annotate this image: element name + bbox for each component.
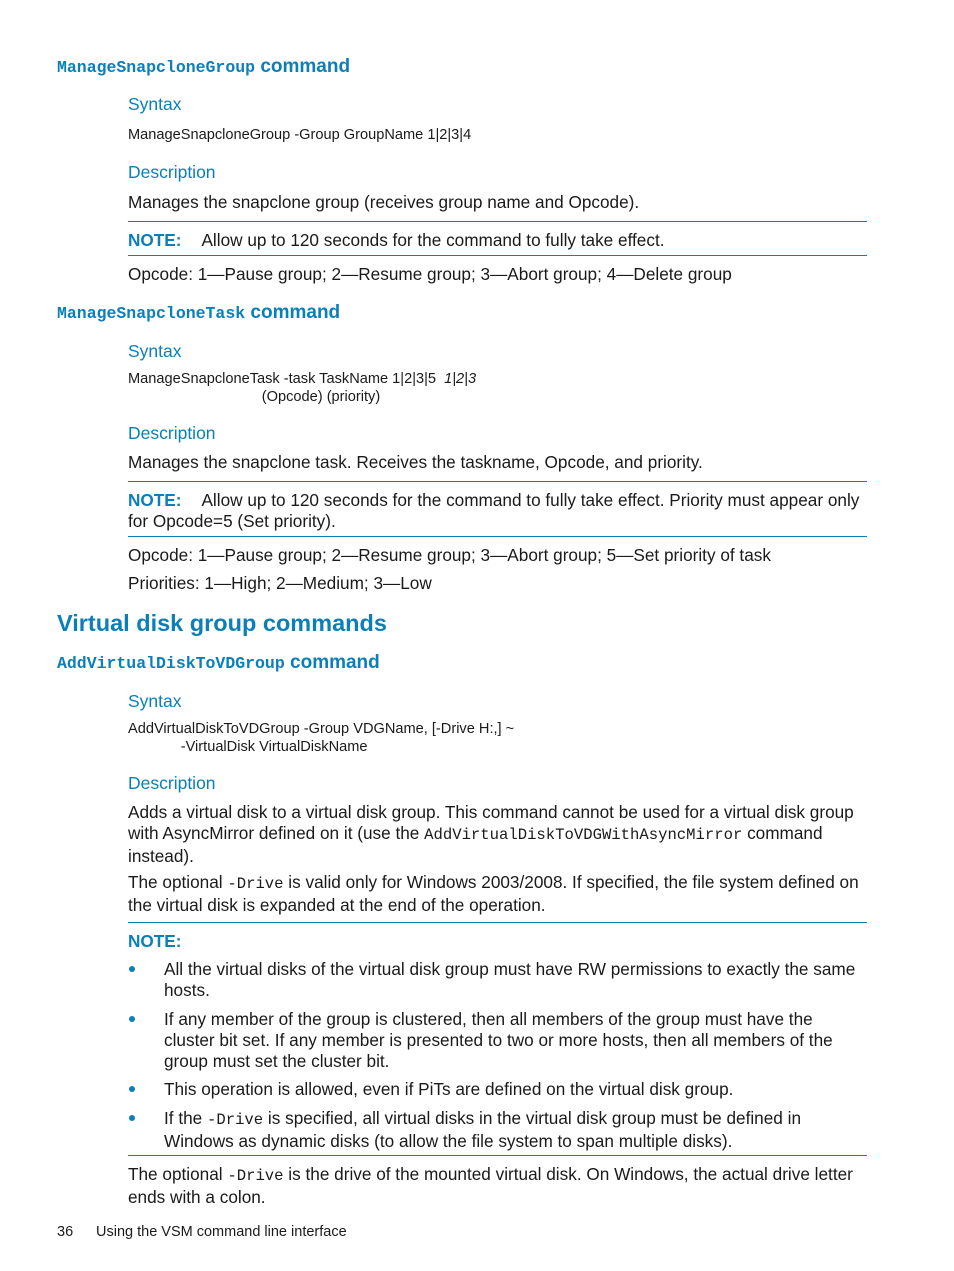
bullet-dot bbox=[129, 966, 135, 972]
syntax-code: ManageSnapcloneGroup -Group GroupName 1|2|3|4 bbox=[128, 127, 472, 143]
inline-option: -Drive bbox=[227, 1167, 284, 1185]
text-part: The optional bbox=[128, 1164, 228, 1184]
inline-option: -Drive bbox=[207, 1111, 264, 1129]
note-bullet bbox=[164, 1108, 868, 1152]
final-drive-text bbox=[128, 1164, 868, 1208]
section-title: Virtual disk group commands bbox=[57, 610, 387, 636]
text-part: If the bbox=[164, 1108, 207, 1128]
syntax-code-line2: -VirtualDisk VirtualDiskName bbox=[128, 739, 368, 755]
note-label bbox=[128, 931, 181, 952]
command-heading-managesnapclonegroup bbox=[57, 56, 350, 79]
footer-chapter-title: Using the VSM command line interface bbox=[96, 1224, 347, 1240]
text-part: is specified, all virtual disks in the virtual disk group must be defined in Windows as dynamic disks (to allow the file system to span multiple disks). bbox=[164, 1108, 802, 1151]
description-heading: Description bbox=[128, 162, 216, 182]
opcode-text: Opcode: 1—Pause group; 2—Resume group; 3—Abort group; 5—Set priority of task bbox=[128, 545, 771, 565]
description-text: Manages the snapclone group (receives group name and Opcode). bbox=[128, 192, 640, 212]
priorities-text: Priorities: 1—High; 2—Medium; 3—Low bbox=[128, 573, 432, 593]
command-heading-addvirtualdisktovdgroup bbox=[57, 652, 380, 675]
note-rule-bottom bbox=[128, 255, 867, 256]
text-part: is the drive of the mounted virtual disk. On Windows, the actual drive letter ends with a colon. bbox=[128, 1164, 853, 1207]
syntax-code-line1 bbox=[128, 370, 476, 388]
note-text: Allow up to 120 seconds for the command to fully take effect. bbox=[201, 230, 665, 250]
text-part: The optional bbox=[128, 872, 228, 892]
page-number: 36 bbox=[57, 1224, 74, 1240]
command-suffix: command bbox=[245, 302, 341, 323]
command-name: ManageSnapcloneTask bbox=[57, 304, 246, 323]
description-heading: Description bbox=[128, 773, 216, 793]
command-name: ManageSnapcloneGroup bbox=[57, 58, 256, 77]
opcode-text: Opcode: 1—Pause group; 2—Resume group; 3—Abort group; 4—Delete group bbox=[128, 264, 732, 284]
syntax-heading: Syntax bbox=[128, 94, 182, 114]
note-rule-top bbox=[128, 221, 867, 222]
command-suffix: command bbox=[284, 652, 380, 673]
note-rule-bottom bbox=[128, 1155, 867, 1156]
bullet-dot bbox=[129, 1016, 135, 1022]
bullet-dot bbox=[129, 1086, 135, 1092]
note bbox=[128, 490, 867, 532]
note-bullet: If any member of the group is clustered, then all members of the group must have the cluster bit set. If any member is presented to two or more hosts, then all members of the group must set the cluster bit. bbox=[164, 1009, 833, 1071]
command-suffix: command bbox=[255, 56, 351, 77]
description-text: Manages the snapclone task. Receives the taskname, Opcode, and priority. bbox=[128, 452, 703, 472]
description-text bbox=[128, 802, 868, 867]
syntax-code-main: ManageSnapcloneTask -task TaskName 1|2|3|5 bbox=[128, 371, 445, 387]
inline-command: AddVirtualDiskToVDGWithAsyncMirror bbox=[424, 826, 743, 844]
inline-option: -Drive bbox=[227, 875, 284, 893]
note-bullet: All the virtual disks of the virtual disk group must have RW permissions to exactly the same hosts. bbox=[164, 959, 856, 1000]
note-text: Allow up to 120 seconds for the command to fully take effect. Priority must appear only for Opcode=5 (Set priority). bbox=[128, 490, 860, 531]
note-rule-top bbox=[128, 481, 867, 482]
syntax-code-line1: AddVirtualDiskToVDGroup -Group VDGName, [-Drive H:,] ~ bbox=[128, 721, 515, 737]
syntax-heading: Syntax bbox=[128, 691, 182, 711]
command-name: AddVirtualDiskToVDGroup bbox=[57, 654, 285, 673]
syntax-code-line2: (Opcode) (priority) bbox=[128, 389, 381, 405]
note-label: NOTE: bbox=[128, 490, 182, 510]
note bbox=[128, 230, 867, 251]
text-part: is valid only for Windows 2003/2008. If specified, the file system defined on the virtual disk is expanded at the end of the operation. bbox=[128, 872, 859, 915]
note-rule-bottom bbox=[128, 536, 867, 537]
syntax-heading: Syntax bbox=[128, 341, 182, 361]
description-part: Adds a virtual disk to a virtual disk group. This command cannot be used for a virtual disk group with AsyncMirror defined on it (use the bbox=[128, 802, 854, 843]
note-rule-top bbox=[128, 922, 867, 923]
description-heading: Description bbox=[128, 423, 216, 443]
command-heading-managesnapclonetask bbox=[57, 302, 340, 325]
note-label-text: NOTE: bbox=[128, 931, 182, 951]
syntax-code-priority: 1|2|3 bbox=[444, 371, 477, 387]
note-bullet: This operation is allowed, even if PiTs are defined on the virtual disk group. bbox=[164, 1079, 734, 1099]
bullet-dot bbox=[129, 1115, 135, 1121]
note-label: NOTE: bbox=[128, 230, 182, 250]
optional-drive-text bbox=[128, 872, 868, 916]
description-part: command instead). bbox=[128, 823, 823, 866]
